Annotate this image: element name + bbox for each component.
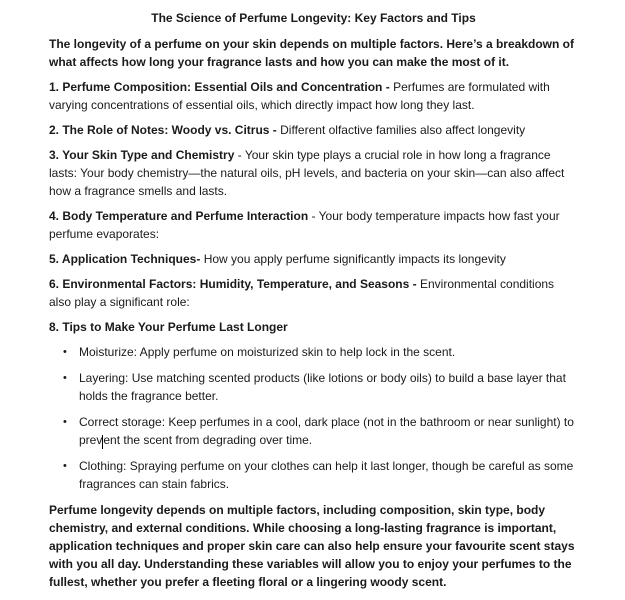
tip-item-clothing: [63, 457, 578, 493]
bullet-icon: •: [63, 346, 67, 358]
factor-text: Environmental conditions also play a significant role:: [49, 277, 555, 309]
factor-item-body-temperature: [49, 207, 578, 243]
tip-text: Clothing: Spraying perfume on your clothes can help it last longer, though be careful as some fragrances can stain fabrics.: [79, 459, 574, 491]
tip-text-before-caret: Correct storage: Keep perfumes in a cool, dark place (not in the bathroom or near sunlight) to prev: [79, 415, 574, 447]
document-title: The Science of Perfume Longevity: Key Factors and Tips: [151, 11, 476, 25]
tip-item-layering: [63, 369, 578, 405]
factor-heading: 1. Perfume Composition: Essential Oils and Concentration -: [49, 80, 394, 94]
factor-text: How you apply perfume significantly impacts its longevity: [200, 252, 506, 266]
factor-text: - Your body temperature impacts how fast your perfume evaporates:: [49, 209, 560, 241]
tip-text: Layering: Use matching scented products (like lotions or body oils) to build a base layer that holds the fragrance better.: [79, 371, 566, 403]
factor-heading: 2. The Role of Notes: Woody vs. Citrus -: [49, 123, 281, 137]
bullet-icon: •: [63, 372, 67, 384]
factor-item-environment: [49, 275, 578, 311]
factor-item-notes: [49, 121, 578, 139]
factor-item-application: [49, 250, 578, 268]
intro-paragraph: The longevity of a perfume on your skin depends on multiple factors. Here’s a breakdown of what affects how long your fragrance lasts and how you can make the most of it.: [49, 37, 574, 69]
factor-heading: 3. Your Skin Type and Chemistry: [49, 148, 235, 162]
conclusion-paragraph: Perfume longevity depends on multiple factors, including composition, skin type, body chemistry, and external conditions. While choosing a long-lasting fragrance is important, application techniques and proper skin care can also help ensure your favourite scent stays with you all day. Understanding these variables will allow you to enjoy your perfumes to the fullest, whether you prefer a fleeting floral or a lingering woody scent.: [49, 503, 575, 589]
tip-item-moisturize: [63, 343, 578, 361]
tip-item-storage: [63, 413, 578, 449]
tips-list: [49, 343, 578, 493]
bullet-icon: •: [63, 460, 67, 472]
factor-heading: 4. Body Temperature and Perfume Interaction: [49, 209, 309, 223]
factor-item-composition: [49, 78, 578, 114]
bullet-icon: •: [63, 416, 67, 428]
tip-text: Moisturize: Apply perfume on moisturized skin to help lock in the scent.: [79, 345, 456, 359]
factor-heading: 6. Environmental Factors: Humidity, Temperature, and Seasons -: [49, 277, 420, 291]
factor-text: - Your skin type plays a crucial role in how long a fragrance lasts: Your body chemistry—the natural oils, pH levels, and bacteria on your skin—can also affect how a fragrance smells and lasts.: [49, 148, 565, 198]
tips-heading: 8. Tips to Make Your Perfume Last Longer: [49, 320, 288, 334]
tip-text-after-caret: ent the scent from degrading over time.: [103, 433, 313, 447]
factor-heading: 5. Application Techniques-: [49, 252, 201, 266]
factor-text: Perfumes are formulated with varying concentrations of essential oils, which directly impact how long they last.: [49, 80, 550, 112]
factor-item-skin-type: [49, 146, 578, 200]
factor-text: Different olfactive families also affect longevity: [280, 123, 526, 137]
